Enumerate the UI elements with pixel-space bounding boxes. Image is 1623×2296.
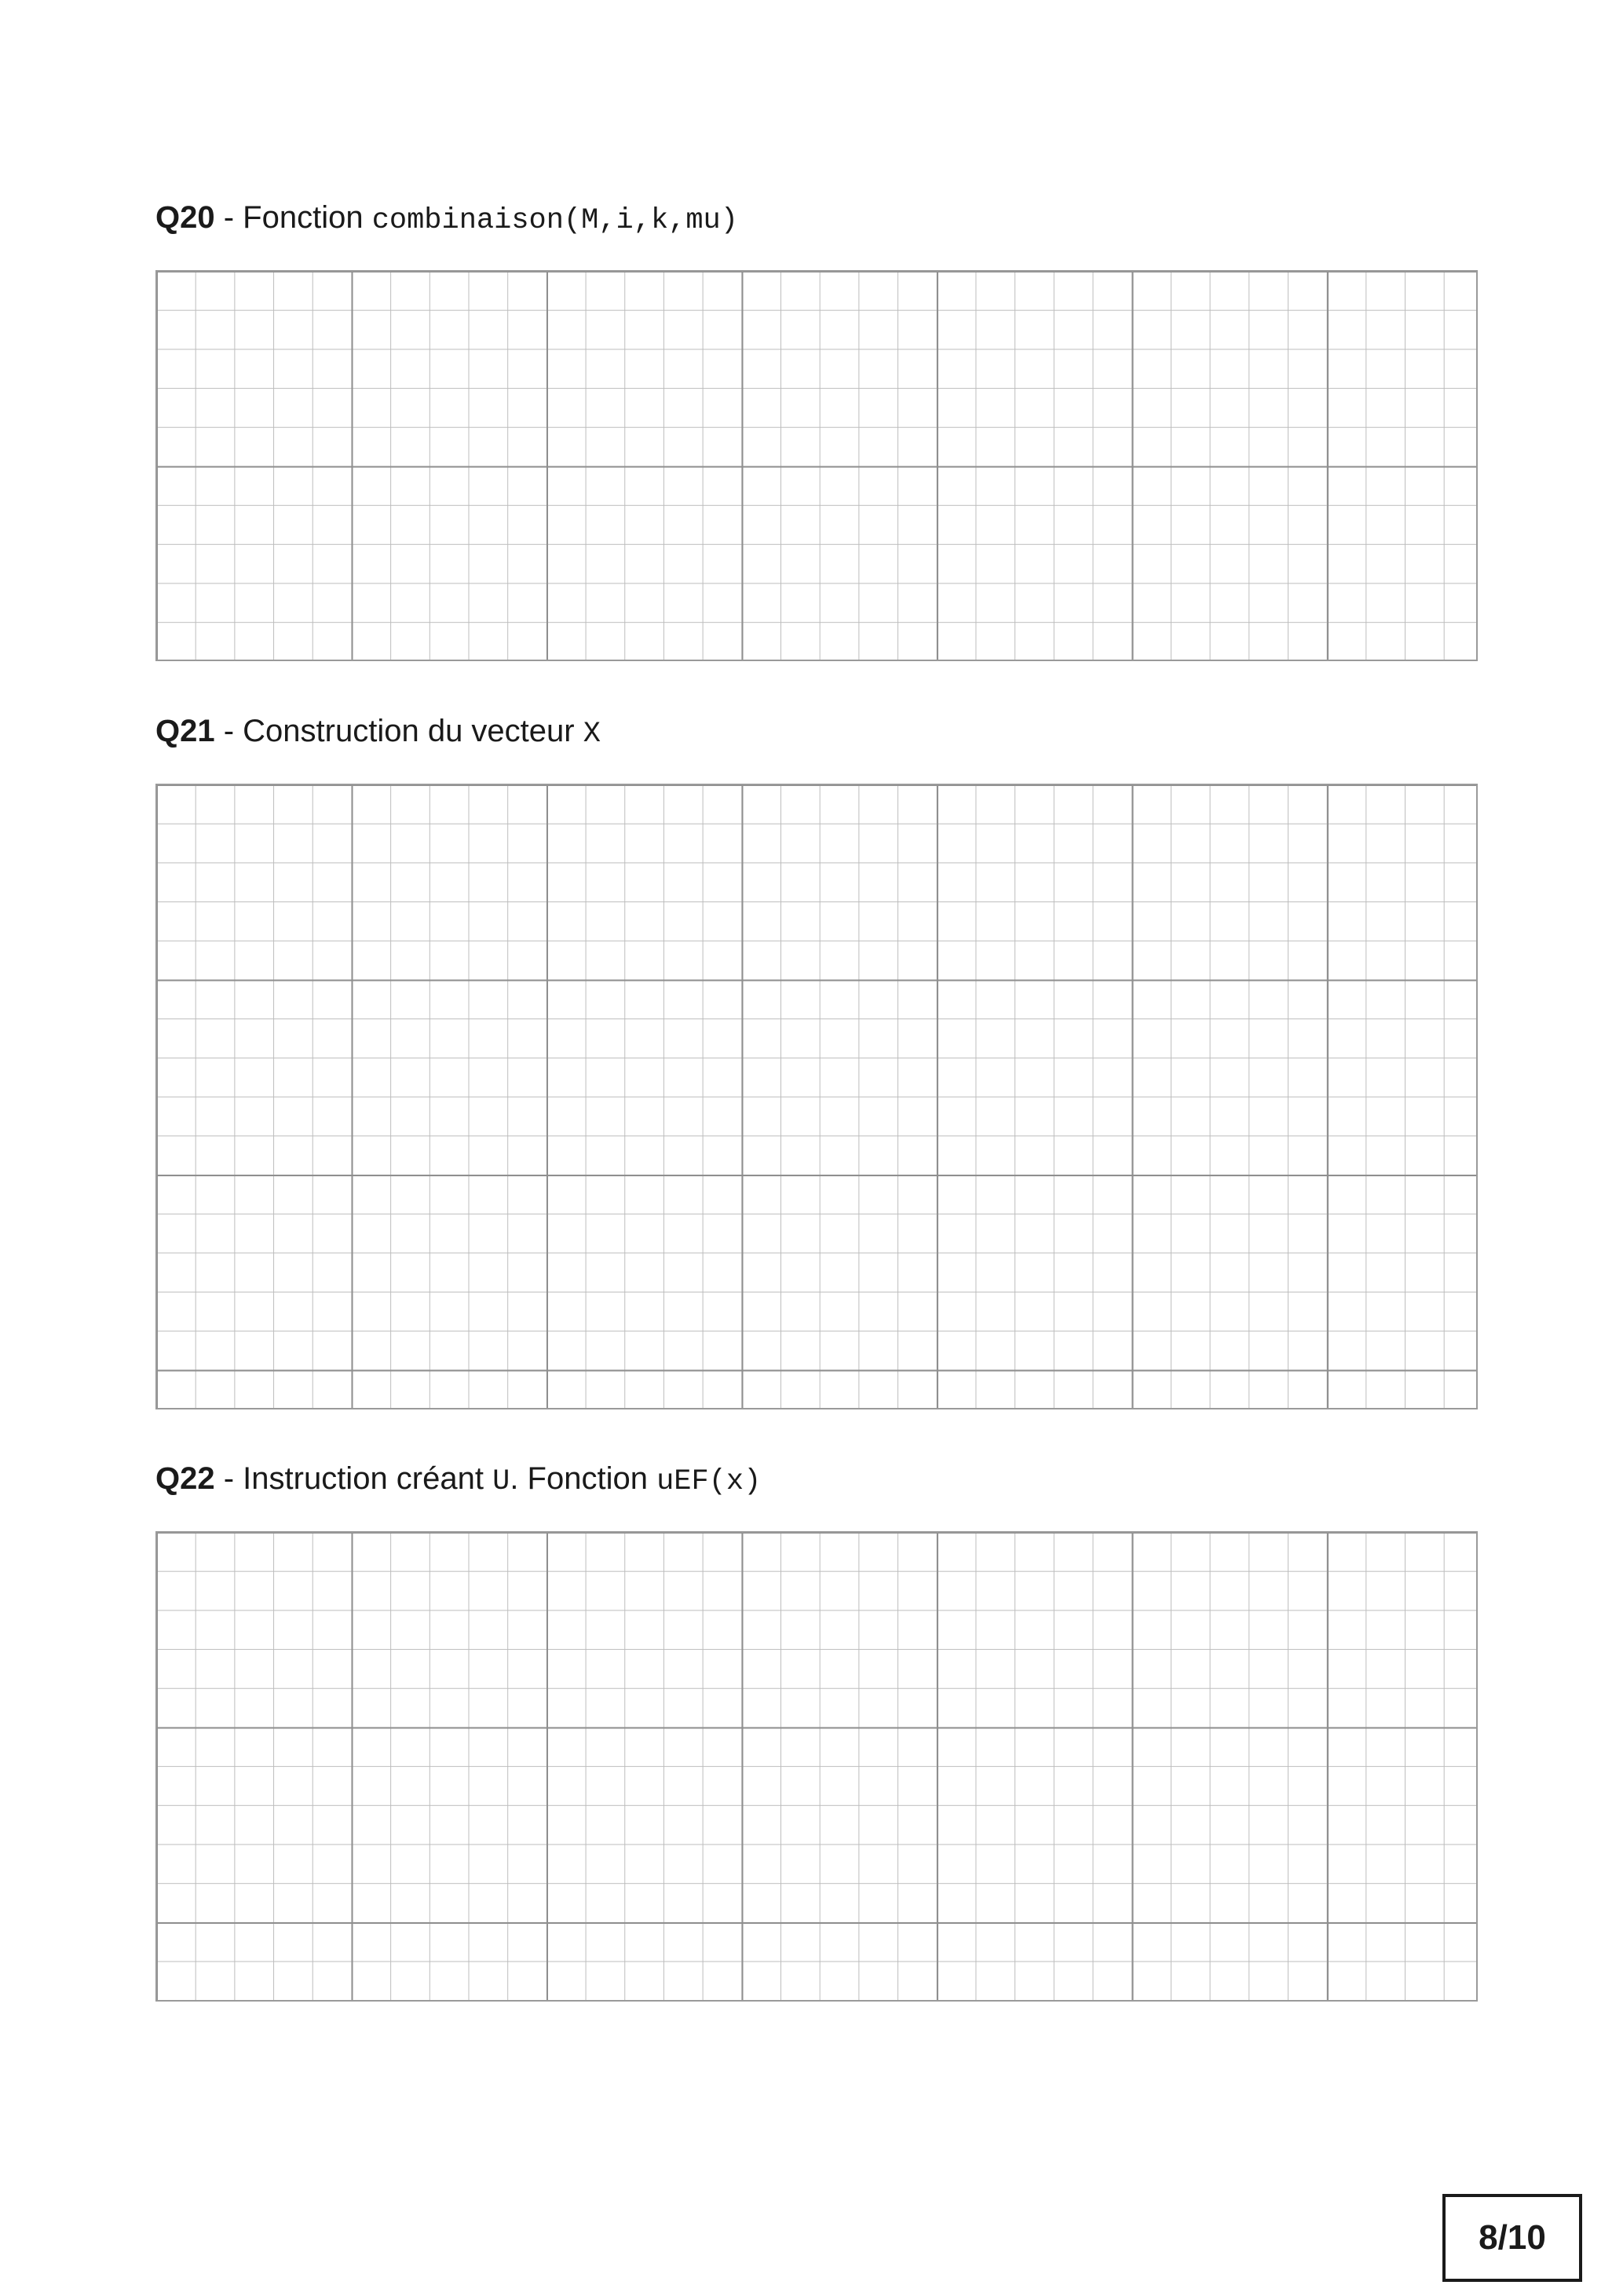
question-text: Instruction créant [243,1461,493,1496]
answer-grid-q21[interactable] [155,784,1478,1409]
question-code: U [492,1465,510,1498]
question-number: Q21 [155,714,215,748]
page-number: 8/10 [1479,2218,1546,2257]
question-text: Construction du vecteur [243,714,583,748]
question-separator: - [214,714,243,748]
question-text: Fonction [243,200,372,235]
question-separator: - [214,1461,243,1496]
answer-grid-q20[interactable] [155,270,1478,661]
question-q20-heading [155,198,738,240]
question-code: X [583,718,601,751]
question-number: Q20 [155,200,215,235]
question-code: combinaison(M,i,k,mu) [371,204,738,237]
question-q22-heading [155,1459,761,1501]
question-q21-heading [155,711,601,754]
question-text-after: . Fonction [510,1461,657,1496]
answer-grid-q22[interactable] [155,1531,1478,2002]
question-number: Q22 [155,1461,215,1496]
question-code-after: uEF(x) [656,1465,762,1498]
question-separator: - [214,200,243,235]
page-number-box [1442,2194,1582,2282]
